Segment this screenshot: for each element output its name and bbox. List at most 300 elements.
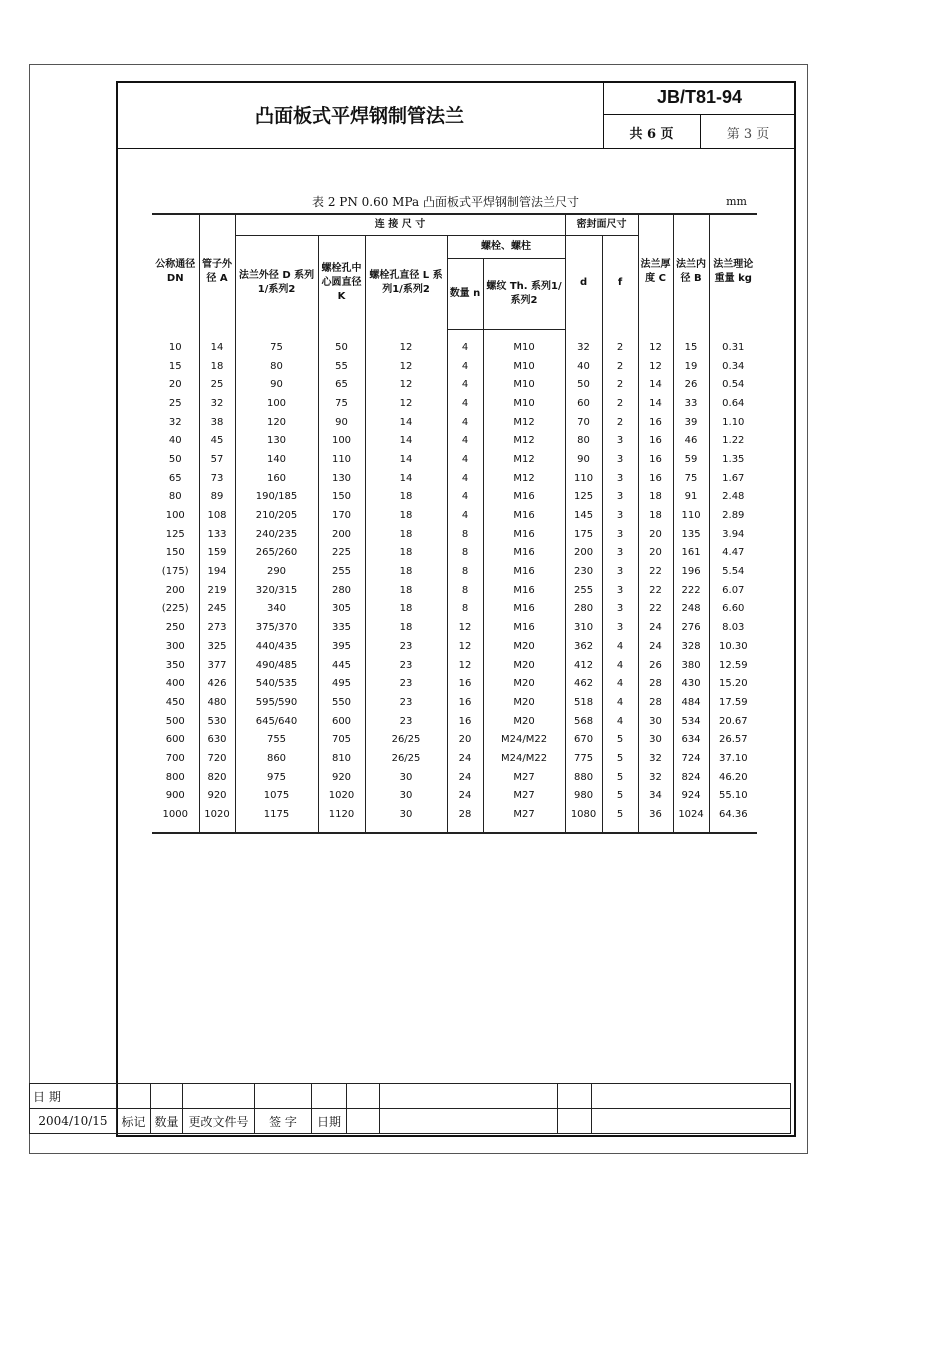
table-cell: 1120 [318, 805, 365, 833]
table-cell: 30 [365, 805, 447, 833]
table-cell: 3 [602, 581, 638, 600]
table-cell: 670 [565, 730, 602, 749]
table-cell: 800 [152, 768, 199, 787]
table-cell: 450 [152, 693, 199, 712]
table-row [152, 693, 757, 712]
table-cell: 8 [447, 562, 483, 581]
table-cell: 18 [365, 506, 447, 525]
revision-block [29, 1083, 791, 1134]
table-cell: 120 [235, 413, 318, 432]
table-row [152, 730, 757, 749]
table-cell: 924 [673, 787, 709, 806]
table-cell: 230 [565, 562, 602, 581]
table-cell: 16 [638, 469, 673, 488]
table-cell: 12 [638, 330, 673, 357]
table-cell: 28 [638, 693, 673, 712]
table-cell: 16 [447, 712, 483, 731]
table-cell: M10 [483, 375, 565, 394]
table-cell: 377 [199, 656, 235, 675]
table-cell: 36 [638, 805, 673, 833]
document-number: JB/T81-94 [656, 87, 743, 107]
col-a: 管子外径 A [199, 214, 235, 330]
table-cell: M20 [483, 637, 565, 656]
table-cell: 1080 [565, 805, 602, 833]
table-cell: M20 [483, 656, 565, 675]
table-cell: 161 [673, 544, 709, 563]
table-cell: 0.34 [709, 357, 757, 376]
table-cell: 16 [638, 450, 673, 469]
table-cell: 245 [199, 600, 235, 619]
table-cell: 23 [365, 637, 447, 656]
table-row [152, 768, 757, 787]
table-cell: 50 [152, 450, 199, 469]
table-cell: 4 [447, 375, 483, 394]
table-cell: 240/235 [235, 525, 318, 544]
table-row [152, 375, 757, 394]
table-cell: 290 [235, 562, 318, 581]
table-cell: 3 [602, 544, 638, 563]
table-cell: 720 [199, 749, 235, 768]
table-cell: 28 [447, 805, 483, 833]
table-cell: 0.31 [709, 330, 757, 357]
table-cell: 12 [447, 618, 483, 637]
table-cell: 15 [152, 357, 199, 376]
table-cell: 37.10 [709, 749, 757, 768]
table-cell: 8 [447, 600, 483, 619]
table-row [152, 525, 757, 544]
table-row [152, 330, 757, 357]
table-cell: 12 [638, 357, 673, 376]
table-cell: M16 [483, 618, 565, 637]
table-cell: 24 [447, 749, 483, 768]
table-cell: 19 [673, 357, 709, 376]
table-cell: 4 [447, 357, 483, 376]
table-cell: 190/185 [235, 488, 318, 507]
table-cell: 18 [365, 544, 447, 563]
table-cell: 16 [638, 413, 673, 432]
table-cell: 130 [235, 431, 318, 450]
table-cell: M10 [483, 394, 565, 413]
table-cell: 2 [602, 330, 638, 357]
table-cell: 22 [638, 600, 673, 619]
table-cell: 480 [199, 693, 235, 712]
col-n: 数量 n [447, 259, 483, 330]
table-cell: 1.22 [709, 431, 757, 450]
table-row [152, 637, 757, 656]
table-cell: M20 [483, 712, 565, 731]
table-cell: 26 [638, 656, 673, 675]
table-cell: 14 [365, 450, 447, 469]
sign-label: 签 字 [255, 1109, 312, 1134]
table-cell: 125 [565, 488, 602, 507]
table-row [152, 600, 757, 619]
table-cell: 3 [602, 506, 638, 525]
table-cell: 133 [199, 525, 235, 544]
table-cell: 12 [365, 330, 447, 357]
table-cell: 4 [447, 506, 483, 525]
table-cell: 12 [365, 357, 447, 376]
table-cell: 18 [365, 488, 447, 507]
table-cell: 880 [565, 768, 602, 787]
table-cell: 3 [602, 469, 638, 488]
table-cell: 25 [199, 375, 235, 394]
table-cell: 18 [638, 506, 673, 525]
table-cell: 18 [365, 581, 447, 600]
table-cell: 1024 [673, 805, 709, 833]
table-row [152, 469, 757, 488]
table-row [152, 562, 757, 581]
table-cell: 600 [152, 730, 199, 749]
table-cell: 219 [199, 581, 235, 600]
table-cell: 4.47 [709, 544, 757, 563]
table-cell: 17.59 [709, 693, 757, 712]
table-cell: 33 [673, 394, 709, 413]
table-cell: 400 [152, 674, 199, 693]
table-cell: 39 [673, 413, 709, 432]
table-cell: 160 [235, 469, 318, 488]
table-cell: 600 [318, 712, 365, 731]
table-cell: 920 [199, 787, 235, 806]
table-cell: 350 [152, 656, 199, 675]
table-cell: 222 [673, 581, 709, 600]
table-cell: 64.36 [709, 805, 757, 833]
table-cell: 4 [447, 488, 483, 507]
table-cell: 700 [152, 749, 199, 768]
table-row [152, 413, 757, 432]
table-row [152, 394, 757, 413]
table-cell: 24 [638, 637, 673, 656]
table-cell: 210/205 [235, 506, 318, 525]
table-cell: 65 [152, 469, 199, 488]
table-cell: 4 [447, 469, 483, 488]
table-cell: 3 [602, 525, 638, 544]
table-cell: 5 [602, 768, 638, 787]
table-cell: 20 [638, 525, 673, 544]
table-cell: M24/M22 [483, 749, 565, 768]
date2-label: 日期 [312, 1109, 347, 1134]
table-cell: 250 [152, 618, 199, 637]
table-cell: 200 [318, 525, 365, 544]
table-cell: 30 [638, 712, 673, 731]
table-cell: 2.48 [709, 488, 757, 507]
table-row [152, 787, 757, 806]
table-cell: 340 [235, 600, 318, 619]
table-row [152, 506, 757, 525]
table-body [152, 330, 757, 833]
table-cell: 60 [565, 394, 602, 413]
table-cell: M16 [483, 581, 565, 600]
table-cell: 4 [602, 693, 638, 712]
table-cell: 8 [447, 525, 483, 544]
table-cell: M16 [483, 525, 565, 544]
table-cell: 3 [602, 562, 638, 581]
table-row [152, 674, 757, 693]
table-cell: 24 [638, 618, 673, 637]
table-cell: 1.35 [709, 450, 757, 469]
table-cell: M27 [483, 805, 565, 833]
table-cell: 18 [365, 618, 447, 637]
table-cell: 14 [365, 413, 447, 432]
table-cell: 80 [565, 431, 602, 450]
table-cell: 705 [318, 730, 365, 749]
table-cell: 375/370 [235, 618, 318, 637]
table-cell: 530 [199, 712, 235, 731]
table-cell: 135 [673, 525, 709, 544]
table-cell: M24/M22 [483, 730, 565, 749]
table-cell: 91 [673, 488, 709, 507]
table-cell: 568 [565, 712, 602, 731]
table-cell: 14 [365, 431, 447, 450]
table-cell: 495 [318, 674, 365, 693]
table-row [152, 357, 757, 376]
table-cell: 920 [318, 768, 365, 787]
table-cell: 90 [565, 450, 602, 469]
table-cell: 325 [199, 637, 235, 656]
table-cell: 4 [602, 674, 638, 693]
table-cell: M16 [483, 544, 565, 563]
table-cell: 65 [318, 375, 365, 394]
table-cell: 980 [565, 787, 602, 806]
table-cell: 273 [199, 618, 235, 637]
table-cell: 75 [673, 469, 709, 488]
table-cell: 255 [318, 562, 365, 581]
table-cell: M20 [483, 674, 565, 693]
table-cell: 8 [447, 544, 483, 563]
col-f: f [602, 236, 638, 330]
table-cell: 1.67 [709, 469, 757, 488]
table-cell: 12 [365, 394, 447, 413]
table-row [152, 656, 757, 675]
table-row [152, 450, 757, 469]
table-row [152, 712, 757, 731]
table-cell: 80 [235, 357, 318, 376]
table-cell: 1020 [318, 787, 365, 806]
table-cell: 200 [565, 544, 602, 563]
table-cell: 100 [152, 506, 199, 525]
table-cell: 328 [673, 637, 709, 656]
table-cell: 55.10 [709, 787, 757, 806]
table-cell: 14 [638, 394, 673, 413]
col-d-outer: 法兰外径 D 系列1/系列2 [235, 236, 318, 330]
table-cell: M12 [483, 469, 565, 488]
table-cell: 4 [447, 450, 483, 469]
table-cell: 5 [602, 787, 638, 806]
table-cell: 23 [365, 693, 447, 712]
document-title: 凸面板式平焊钢制管法兰 [254, 105, 464, 127]
table-cell: M10 [483, 357, 565, 376]
table-cell: 22 [638, 562, 673, 581]
table-cell: 170 [318, 506, 365, 525]
table-cell: 810 [318, 749, 365, 768]
table-cell: 824 [673, 768, 709, 787]
table-cell: 26 [673, 375, 709, 394]
table-cell: 25 [152, 394, 199, 413]
table-cell: 18 [365, 600, 447, 619]
table-cell: 248 [673, 600, 709, 619]
table-cell: 310 [565, 618, 602, 637]
table-cell: 46 [673, 431, 709, 450]
table-row [152, 749, 757, 768]
table-cell: 24 [447, 768, 483, 787]
table-cell: 440/435 [235, 637, 318, 656]
table-cell: 645/640 [235, 712, 318, 731]
table-cell: 534 [673, 712, 709, 731]
col-k: 螺栓孔中心圆直径 K [318, 236, 365, 330]
table-cell: 30 [638, 730, 673, 749]
table-unit: mm [726, 195, 747, 208]
table-cell: 59 [673, 450, 709, 469]
table-cell: 14 [199, 330, 235, 357]
table-row [152, 618, 757, 637]
table-cell: 395 [318, 637, 365, 656]
table-cell: 305 [318, 600, 365, 619]
table-cell: 0.64 [709, 394, 757, 413]
table-cell: 50 [318, 330, 365, 357]
table-cell: 28 [638, 674, 673, 693]
table-cell: 430 [673, 674, 709, 693]
table-cell: M16 [483, 488, 565, 507]
table-cell: 26.57 [709, 730, 757, 749]
table-cell: 4 [447, 330, 483, 357]
table-cell: 18 [365, 562, 447, 581]
table-cell: 40 [152, 431, 199, 450]
table-cell: 1.10 [709, 413, 757, 432]
table-cell: 445 [318, 656, 365, 675]
table-cell: 24 [447, 787, 483, 806]
date-value: 2004/10/15 [30, 1109, 117, 1134]
col-d: d [565, 236, 602, 330]
table-cell: 4 [602, 656, 638, 675]
table-cell: 22 [638, 581, 673, 600]
table-row [152, 544, 757, 563]
table-cell: 490/485 [235, 656, 318, 675]
table-cell: 280 [565, 600, 602, 619]
table-cell: M27 [483, 787, 565, 806]
table-cell: 5 [602, 805, 638, 833]
table-cell: 40 [565, 357, 602, 376]
table-cell: 125 [152, 525, 199, 544]
table-cell: 90 [235, 375, 318, 394]
table-cell: 26/25 [365, 730, 447, 749]
table-cell: 820 [199, 768, 235, 787]
table-row [152, 431, 757, 450]
table-cell: M20 [483, 693, 565, 712]
table-cell: 2 [602, 394, 638, 413]
header-divider [116, 148, 796, 149]
table-cell: 335 [318, 618, 365, 637]
table-cell: 73 [199, 469, 235, 488]
col-c: 法兰厚度 C [638, 214, 673, 330]
group-bolt: 螺栓、螺柱 [447, 236, 565, 259]
table-cell: 57 [199, 450, 235, 469]
table-cell: 23 [365, 712, 447, 731]
table-cell: 280 [318, 581, 365, 600]
table-cell: 860 [235, 749, 318, 768]
table-row [152, 488, 757, 507]
col-weight: 法兰理论重量 kg [709, 214, 757, 330]
table-cell: 10 [152, 330, 199, 357]
table-cell: (175) [152, 562, 199, 581]
table-cell: 412 [565, 656, 602, 675]
table-cell: 20 [638, 544, 673, 563]
group-connection: 连 接 尺 寸 [235, 214, 565, 236]
page-number: 第 3 页 [726, 127, 770, 142]
table-cell: 26/25 [365, 749, 447, 768]
table-cell: 2 [602, 357, 638, 376]
table-cell: 14 [365, 469, 447, 488]
table-cell: 12.59 [709, 656, 757, 675]
table-cell: 462 [565, 674, 602, 693]
table-cell: 32 [638, 749, 673, 768]
table-cell: 150 [318, 488, 365, 507]
table-cell: 15 [673, 330, 709, 357]
table-cell: 75 [318, 394, 365, 413]
date-label: 日 期 [30, 1084, 117, 1109]
table-cell: 14 [638, 375, 673, 394]
table-cell: 89 [199, 488, 235, 507]
table-cell: 3 [602, 450, 638, 469]
table-cell: 484 [673, 693, 709, 712]
flange-dimension-table [152, 213, 757, 834]
table-cell: 300 [152, 637, 199, 656]
table-cell: 975 [235, 768, 318, 787]
table-cell: 50 [565, 375, 602, 394]
group-seal: 密封面尺寸 [565, 214, 638, 236]
table-cell: 23 [365, 674, 447, 693]
table-cell: 18 [638, 488, 673, 507]
table-cell: 362 [565, 637, 602, 656]
table-cell: 3 [602, 618, 638, 637]
table-cell: 110 [565, 469, 602, 488]
table-cell: 6.60 [709, 600, 757, 619]
table-cell: 18 [365, 525, 447, 544]
table-cell: 100 [235, 394, 318, 413]
table-cell: 108 [199, 506, 235, 525]
table-cell: 90 [318, 413, 365, 432]
table-cell: 8.03 [709, 618, 757, 637]
table-cell: 755 [235, 730, 318, 749]
table-cell: M12 [483, 450, 565, 469]
table-cell: 12 [365, 375, 447, 394]
table-cell: 15.20 [709, 674, 757, 693]
table-cell: 140 [235, 450, 318, 469]
table-cell: 46.20 [709, 768, 757, 787]
table-cell: 426 [199, 674, 235, 693]
table-cell: 194 [199, 562, 235, 581]
table-cell: 32 [152, 413, 199, 432]
table-cell: 55 [318, 357, 365, 376]
table-cell: 32 [565, 330, 602, 357]
mark-label: 标记 [117, 1109, 151, 1134]
table-cell: 900 [152, 787, 199, 806]
table-cell: 724 [673, 749, 709, 768]
table-cell: 255 [565, 581, 602, 600]
table-cell: 595/590 [235, 693, 318, 712]
table-cell: 110 [318, 450, 365, 469]
table-cell: 0.54 [709, 375, 757, 394]
table-cell: 775 [565, 749, 602, 768]
table-cell: 4 [447, 394, 483, 413]
table-cell: M16 [483, 600, 565, 619]
table-cell: 2 [602, 413, 638, 432]
change-doc-label: 更改文件号 [183, 1109, 255, 1134]
table-cell: 4 [602, 637, 638, 656]
table-cell: 150 [152, 544, 199, 563]
col-l: 螺栓孔直径 L 系列1/系列2 [365, 236, 447, 330]
table-cell: 16 [447, 674, 483, 693]
table-cell: 16 [447, 693, 483, 712]
table-cell: 12 [447, 656, 483, 675]
